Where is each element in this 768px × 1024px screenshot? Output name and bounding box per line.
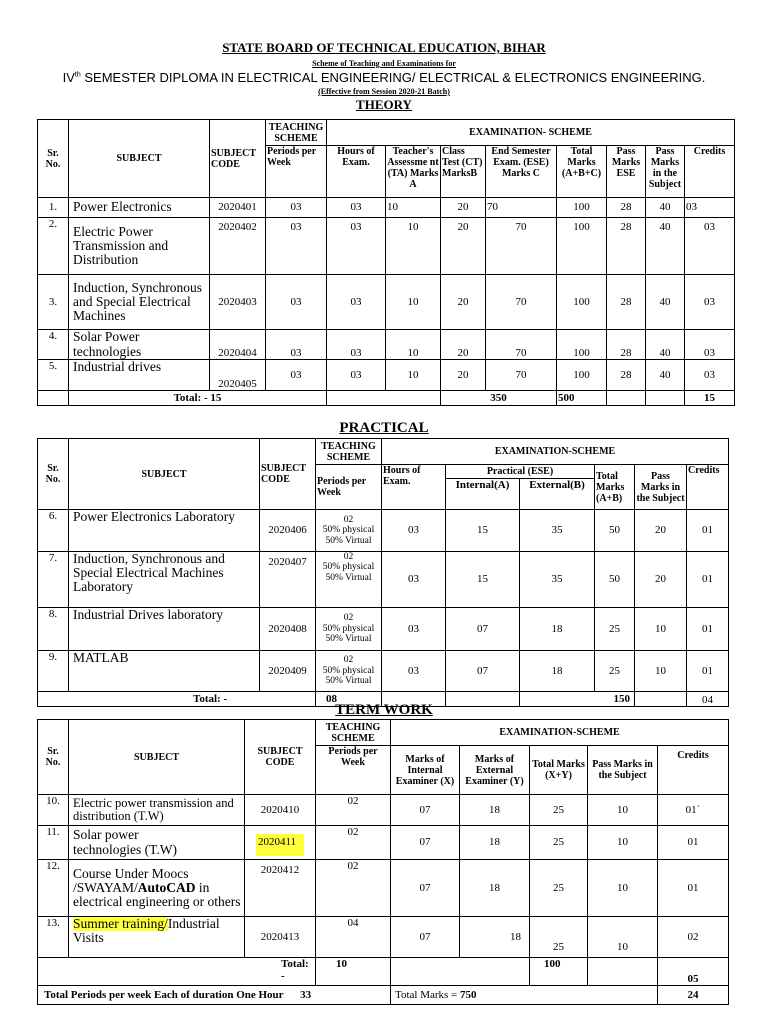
theory-total-row: Total: - 15 350 500 15 bbox=[38, 391, 735, 406]
subject-name: Course Under Moocs /SWAYAM/AutoCAD in electrical engineering or others bbox=[69, 860, 245, 917]
subject-name: Power Electronics Laboratory bbox=[69, 510, 260, 552]
subject-name: Summer training/Industrial Visits bbox=[69, 917, 245, 958]
subject-highlight: Summer training/ bbox=[73, 916, 168, 931]
theory-table bbox=[37, 119, 735, 406]
termwork-total-row: Total: - 10 100 05 bbox=[38, 958, 729, 986]
effective-note: (Effective from Session 2020-21 Batch) bbox=[318, 87, 450, 96]
code-highlight: 2020411 bbox=[256, 834, 304, 856]
col-credits: Credits bbox=[685, 146, 735, 198]
practical-section-title: PRACTICAL bbox=[339, 420, 429, 436]
col-sr: Sr. No. bbox=[38, 120, 69, 198]
subject-name: Electric power transmission and distribution (T.W) bbox=[69, 795, 245, 826]
col-total: Total Marks (A+B+C) bbox=[557, 146, 607, 198]
table-row: 11. Solar power technologies (T.W) 2020411 02 07 18 25 10 01 bbox=[38, 826, 729, 860]
termwork-table: Sr. No. SUBJECT SUBJECT CODE TEACHING SCHEME EXAMINATION-SCHEME Periods per Week Marks of Internal Examiner (X) Marks of External Examiner (Y) Total Marks (X+Y) Pass Marks in the Subject Credits 10. Electric power transmission and distribution (T.W) 2020410 02 07 18 25 10 01` 11. Solar power technologies (T.W) 2020411 02 07 18 25 10 01 12. Course Under Moocs /SWAYAM/AutoCAD in electrical engineering or others 2020412 02 07 18 25 10 01 13. Summer training/Industrial Visits 2020413 04 07 18 25 10 02 Total: - 10 100 05 Total Periods per week Each of duration One Hour 33 Total Marks = 750 24 bbox=[37, 719, 729, 1005]
subject-name: Electric Power Transmission and Distribution bbox=[69, 218, 210, 275]
col-code: SUBJECT CODE bbox=[210, 120, 266, 198]
table-row: 9. MATLAB 2020409 02 50% physical 50% Virtual 03 07 18 25 10 01 bbox=[38, 651, 729, 692]
subject-name: Induction, Synchronous and Special Electrical Machines bbox=[69, 275, 210, 330]
col-hours: Hours of Exam. bbox=[327, 146, 386, 198]
subject-name: Industrial Drives laboratory bbox=[69, 608, 260, 651]
theory-section-title: THEORY bbox=[356, 97, 412, 112]
table-row: 8. Industrial Drives laboratory 2020408 02 50% physical 50% Virtual 03 07 18 25 10 01 bbox=[38, 608, 729, 651]
table-row: 13. Summer training/Industrial Visits 2020413 04 07 18 25 10 02 bbox=[38, 917, 729, 958]
table-row: 6. Power Electronics Laboratory 2020406 02 50% physical 50% Virtual 03 15 35 50 20 01 bbox=[38, 510, 729, 552]
practical-total-row: Total: - 08 150 04 bbox=[38, 692, 729, 707]
scheme-subtitle: Scheme of Teaching and Examinations for bbox=[312, 59, 456, 68]
semester-title: IVth SEMESTER DIPLOMA IN ELECTRICAL ENGINEERING/ ELECTRICAL & ELECTRONICS ENGINEERING. bbox=[62, 70, 706, 85]
table-row: 12. Course Under Moocs /SWAYAM/AutoCAD in electrical engineering or others 2020412 02 07 18 25 10 01 bbox=[38, 860, 729, 917]
subject-name: MATLAB bbox=[69, 651, 260, 692]
table-row: 1. Power Electronics 2020401 03 03 10 20 70 100 28 40 03 bbox=[38, 198, 735, 218]
theory-header-row bbox=[38, 120, 735, 146]
subject-name: Power Electronics bbox=[69, 198, 210, 218]
table-row: 2. Electric Power Transmission and Distribution 2020402 03 03 10 20 70 100 28 40 03 bbox=[38, 218, 735, 275]
col-pass-ese: Pass Marks ESE bbox=[607, 146, 646, 198]
table-row: 10. Electric power transmission and distribution (T.W) 2020410 02 07 18 25 10 01` bbox=[38, 795, 729, 826]
table-row: 7. Induction, Synchronous and Special Electrical Machines Laboratory 2020407 02 50% physical 50% Virtual 03 15 35 50 20 01 bbox=[38, 552, 729, 608]
col-exam: EXAMINATION- SCHEME bbox=[327, 120, 735, 146]
table-row: 4. Solar Power technologies 2020404 03 03 10 20 70 100 28 40 03 bbox=[38, 330, 735, 360]
col-ct: Class Test (CT) MarksB bbox=[441, 146, 486, 198]
col-teaching: TEACHING SCHEME bbox=[266, 120, 327, 146]
subject-name: Induction, Synchronous and Special Electrical Machines Laboratory bbox=[69, 552, 260, 608]
subject-name: Industrial drives bbox=[69, 360, 210, 391]
col-pass-subject: Pass Marks in the Subject bbox=[646, 146, 685, 198]
grand-total-row: Total Periods per week Each of duration One Hour 33 Total Marks = 750 24 bbox=[38, 986, 729, 1005]
col-ese: End Semester Exam. (ESE) Marks C bbox=[486, 146, 557, 198]
practical-table: Sr. No. SUBJECT SUBJECT CODE TEACHING SCHEME EXAMINATION-SCHEME Periods per Week Hours of Exam. Practical (ESE) Total Marks (A+B) Pass Marks in the Subject Credits Internal(A) External(B) 6. Power Electronics Laboratory 2020406 02 50% physical 50% Virtual 03 15 35 50 20 01 7. Induction, Synchronous and Special Electrical Machines Laboratory 2020407 02 50% physical 50% Virtual 03 15 35 50 20 01 8. Industrial Drives laboratory 2020408 02 50% physical 50% Virtual 03 07 18 25 10 01 9. MATLAB 2020409 02 50% physical 50% Virtual 03 07 18 25 10 01 Total: - 08 150 04 bbox=[37, 438, 729, 707]
board-title: STATE BOARD OF TECHNICAL EDUCATION, BIHAR bbox=[222, 40, 546, 55]
subject-name: Solar power technologies (T.W) bbox=[69, 826, 245, 860]
subject-name: Solar Power technologies bbox=[69, 330, 210, 360]
termwork-section-title: TERM WORK bbox=[335, 702, 433, 718]
col-subject: SUBJECT bbox=[69, 120, 210, 198]
table-row: 3. Induction, Synchronous and Special Electrical Machines 2020403 03 03 10 20 70 100 28 40 03 bbox=[38, 275, 735, 330]
col-ta: Teacher's Assessme nt (TA) Marks A bbox=[386, 146, 441, 198]
table-row: 5. Industrial drives 2020405 03 03 10 20 70 100 28 40 03 bbox=[38, 360, 735, 391]
col-periods: Periods per Week bbox=[266, 146, 327, 198]
